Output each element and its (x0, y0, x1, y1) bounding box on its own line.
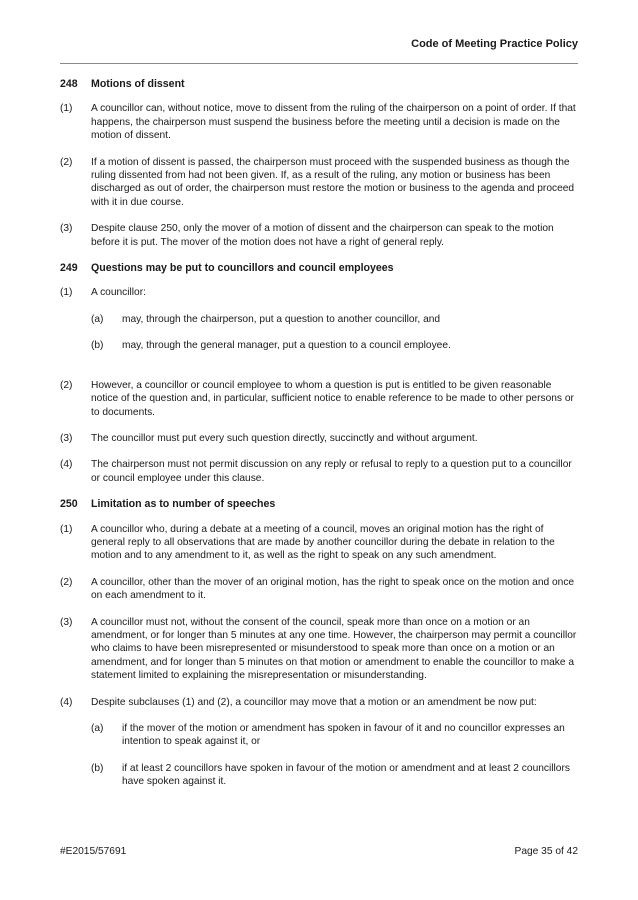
subclause (91, 762, 578, 789)
clause-body (91, 102, 578, 142)
clause-number: (3) (60, 616, 73, 628)
section-title: Motions of dissent (91, 78, 185, 90)
subclause (91, 313, 578, 326)
clause (60, 458, 578, 485)
clause-body (91, 379, 578, 419)
subclause (91, 339, 578, 352)
clause-text: A councillor who, during a debate at a meeting of a council, moves an original motion has the right of general reply to all observations that are made by another councillor during the debate in relation to the motion and to any amendment to it, as well as the right to speak on any such amendment. (91, 523, 555, 562)
clause-number: (2) (60, 156, 73, 168)
clause-body (91, 576, 578, 603)
page-header-title: Code of Meeting Practice Policy (411, 38, 578, 50)
clause-body (91, 156, 578, 210)
section-number: 249 (60, 262, 78, 275)
clause-number: (2) (60, 379, 73, 391)
clause-number: (3) (60, 223, 73, 235)
section-number: 250 (60, 498, 78, 511)
section-heading (60, 498, 578, 511)
header-divider (60, 63, 578, 64)
clause-number: (2) (60, 576, 73, 588)
clause-body (91, 696, 578, 802)
clause (60, 696, 578, 802)
clause-text: Despite subclauses (1) and (2), a councillor may move that a motion or an amendment be now put: (91, 696, 537, 708)
document-body (60, 71, 578, 815)
clause-text: However, a councillor or council employee to whom a question is put is entitled to be given reasonable notice of the question and, in particular, sufficient notice to enable reference to be made to other persons or to documents. (91, 379, 574, 418)
clause-body (91, 222, 578, 249)
subclause-text: may, through the chairperson, put a question to another councillor, and (122, 313, 441, 325)
clause (60, 156, 578, 210)
document-id: #E2015/57691 (60, 846, 127, 857)
clause-number: (1) (60, 287, 73, 299)
page-number: Page 35 of 42 (514, 846, 578, 857)
subclause-number: (b) (91, 340, 104, 352)
clause-body (91, 432, 578, 445)
section-title: Questions may be put to councillors and council employees (91, 262, 394, 275)
subclause-list (91, 722, 578, 789)
subclause-text: may, through the general manager, put a question to a council employee. (122, 340, 451, 352)
subclause-list (91, 313, 578, 353)
clause-body (91, 616, 578, 683)
clause-text: A councillor, other than the mover of an original motion, has the right to speak once on the motion and once on each amendment to it. (91, 576, 575, 602)
clause-number: (1) (60, 523, 73, 535)
clause (60, 523, 578, 563)
clause-number: (4) (60, 459, 73, 471)
clause-text: A councillor: (91, 287, 146, 299)
section-title: Limitation as to number of speeches (91, 498, 276, 511)
clause-text: If a motion of dissent is passed, the chairperson must proceed with the suspended business as though the ruling dissented from had not been given. If, as a result of the ruling, any motion or business has been discharged as out of order, the chairperson must restore the motion or business to the agenda and proceed with it in due course. (91, 156, 575, 208)
subclause-number: (b) (91, 762, 104, 774)
clause-number: (1) (60, 103, 73, 115)
clause (60, 222, 578, 249)
clause-number: (3) (60, 432, 73, 444)
clause (60, 616, 578, 683)
clause (60, 102, 578, 142)
section-heading (60, 262, 578, 275)
clause-number: (4) (60, 696, 73, 708)
clause-body (91, 523, 578, 563)
section-number: 248 (60, 78, 78, 90)
subclause-text: if at least 2 councillors have spoken in favour of the motion or amendment and at least 2 councillors have spoken against it. (122, 762, 570, 788)
clause (60, 379, 578, 419)
clause (60, 432, 578, 445)
clause-text: The councillor must put every such question directly, succinctly and without argument. (91, 432, 478, 444)
subclause-text: if the mover of the motion or amendment has spoken in favour of it and no councillor expresses an intention to speak against it, or (122, 723, 565, 748)
clause-text: Despite clause 250, only the mover of a motion of dissent and the chairperson can speak to the motion before it is put. The mover of the motion does not have a right of general reply. (91, 223, 554, 248)
clause (60, 576, 578, 603)
clause-body (91, 286, 578, 365)
subclause-number: (a) (91, 723, 104, 734)
subclause-number: (a) (91, 313, 104, 325)
clause-text: The chairperson must not permit discussion on any reply or refusal to reply to a question put to a councillor or council employee under this clause. (91, 459, 572, 484)
subclause (91, 722, 578, 749)
clause-text: A councillor can, without notice, move to dissent from the ruling of the chairperson on a point of order. If that happens, the chairperson must suspend the business before the meeting until a decision is made on the motion of dissent. (91, 103, 576, 142)
clause (60, 286, 578, 365)
clause-body (91, 458, 578, 485)
section-heading (60, 78, 578, 91)
clause-text: A councillor must not, without the consent of the council, speak more than once on a motion or an amendment, or for longer than 5 minutes at any one time. However, the chairperson may permit a councillor who claims to have been misrepresented or misunderstood to speak more than once on a motion or an amendment, and for longer than 5 minutes on that motion or amendment to enable the councillor to make a statement limited to explaining the misrepresentation or misunderstanding. (91, 616, 577, 682)
